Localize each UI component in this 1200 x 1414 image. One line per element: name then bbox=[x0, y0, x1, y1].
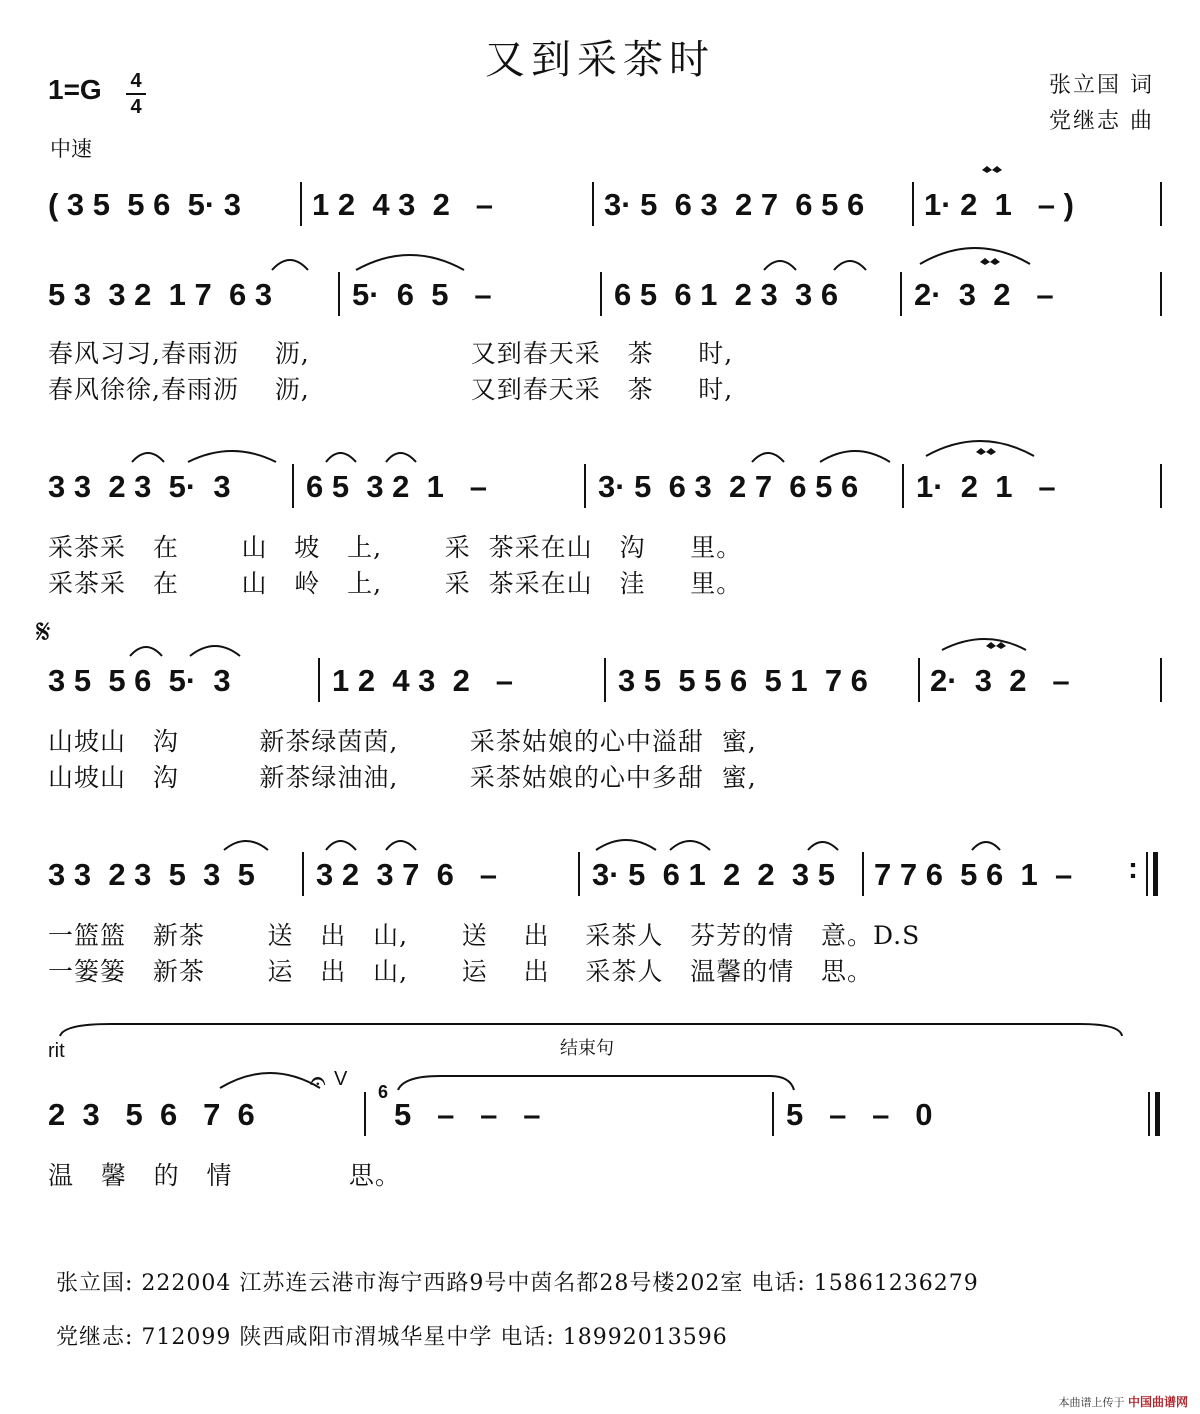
measure: 3 3 2 3 5 3 5 bbox=[48, 857, 255, 892]
tempo-marking: 中速 bbox=[50, 137, 92, 161]
measure: 1 2 4 3 2 – bbox=[332, 663, 513, 698]
score-row-1 bbox=[0, 180, 1200, 230]
barline bbox=[1146, 852, 1148, 896]
slur bbox=[386, 453, 416, 462]
slur bbox=[808, 842, 838, 850]
measure: 5· 6 5 – bbox=[352, 277, 492, 312]
repeat-dots: : bbox=[1128, 852, 1138, 885]
measure: 3 3 2 3 5· 3 bbox=[48, 469, 231, 504]
barline bbox=[902, 464, 904, 508]
score-row-2 bbox=[0, 270, 1200, 320]
measure: 3· 5 6 3 2 7 6 5 6 bbox=[598, 469, 859, 504]
lyric-line-verse1: 山坡山 沟 新茶绿茵茵, 采茶姑娘的心中溢甜 蜜, bbox=[48, 727, 757, 756]
score-row-5 bbox=[0, 850, 1200, 900]
slur bbox=[596, 840, 656, 850]
measure: 3· 5 6 3 2 7 6 5 6 bbox=[604, 187, 865, 222]
measure: 5 3 3 2 1 7 6 3 bbox=[48, 277, 273, 312]
key-signature: 1=G bbox=[48, 74, 102, 105]
measure: 5 – – – bbox=[394, 1097, 541, 1132]
slur bbox=[326, 841, 356, 850]
measure: 5 – – 0 bbox=[786, 1097, 933, 1132]
contact-lyricist: 张立国: 222004 江苏连云港市海宁西路9号中茵名都28号楼202室 电话: 15861236279 bbox=[56, 1271, 979, 1296]
slur bbox=[272, 260, 308, 270]
slur bbox=[220, 1073, 320, 1088]
slur bbox=[326, 453, 356, 462]
time-signature-top: 4 bbox=[130, 70, 142, 92]
breath-mark: V bbox=[334, 1068, 348, 1090]
measure: 2· 3 2 – bbox=[930, 663, 1070, 698]
barline bbox=[912, 182, 914, 226]
slur bbox=[190, 646, 240, 656]
lyric-line-verse1: 春风习习,春雨沥 沥, 又到春天采 茶 时, bbox=[48, 339, 734, 368]
lyric-line-ending: 温 馨 的 情 思。 bbox=[48, 1161, 401, 1190]
upload-note-text: 本曲谱上传于 bbox=[1058, 1396, 1125, 1409]
barline bbox=[364, 1092, 366, 1136]
barline bbox=[584, 464, 586, 508]
slur bbox=[188, 451, 276, 462]
slur bbox=[834, 261, 866, 270]
final-barline bbox=[1153, 852, 1158, 896]
lyric-line-verse2: 采茶采 在 山 岭 上, 采 茶采在山 洼 里。 bbox=[48, 569, 743, 598]
slur bbox=[386, 841, 416, 850]
segno-icon: 𝄋 bbox=[36, 612, 51, 652]
barline bbox=[772, 1092, 774, 1136]
final-barline bbox=[1155, 1092, 1160, 1136]
ending-label: 结束句 bbox=[560, 1038, 614, 1059]
barline bbox=[300, 182, 302, 226]
measure: 2· 3 2 – bbox=[914, 277, 1054, 312]
composer-credit: 党继志 曲 bbox=[1049, 109, 1154, 134]
time-signature-divider bbox=[126, 93, 146, 95]
upload-note bbox=[1058, 1393, 1188, 1410]
song-title: 又到采茶时 bbox=[485, 37, 715, 83]
barline bbox=[600, 272, 602, 316]
tuplet-six-label: 6 bbox=[378, 1082, 389, 1102]
trill-icon bbox=[986, 642, 1006, 649]
barline bbox=[1160, 182, 1162, 226]
measure: 1· 2 1 – bbox=[916, 469, 1056, 504]
lyric-line-verse2: 一篓篓 新茶 运 出 山, 运 出 采茶人 温馨的情 思。 bbox=[48, 957, 874, 986]
barline bbox=[1160, 658, 1162, 702]
lyricist-credit: 张立国 词 bbox=[1049, 73, 1154, 98]
slur bbox=[942, 639, 1026, 650]
slur bbox=[920, 248, 1030, 264]
lyric-line-verse1: 一篮篮 新茶 送 出 山, 送 出 采茶人 芬芳的情 意。D.S bbox=[48, 921, 921, 950]
measure: 7 7 6 5 6 1 – bbox=[874, 857, 1073, 892]
measure: 3 5 5 6 5· 3 bbox=[48, 663, 231, 698]
time-signature-bottom: 4 bbox=[130, 96, 142, 118]
measure: ( 3 5 5 6 5· 3 bbox=[48, 187, 241, 222]
measure: 6 5 3 2 1 – bbox=[306, 469, 487, 504]
rit-marking: rit bbox=[48, 1040, 65, 1062]
slur bbox=[130, 647, 162, 656]
lyric-line-verse1: 采茶采 在 山 坡 上, 采 茶采在山 沟 里。 bbox=[48, 533, 743, 562]
barline bbox=[862, 852, 864, 896]
slur bbox=[398, 1076, 794, 1090]
measure: 3· 5 6 1 2 2 3 5 bbox=[592, 857, 835, 892]
barline bbox=[578, 852, 580, 896]
slur bbox=[356, 255, 464, 270]
lyric-line-verse2: 春风徐徐,春雨沥 沥, 又到春天采 茶 时, bbox=[48, 375, 734, 404]
measure: 2 3 5 6 7 6 bbox=[48, 1097, 255, 1132]
site-logo[interactable]: 中国曲谱网 bbox=[1127, 1395, 1188, 1409]
barline bbox=[302, 852, 304, 896]
measure: 6 5 6 1 2 3 3 6 bbox=[614, 277, 839, 312]
slur bbox=[752, 453, 784, 462]
slur bbox=[764, 261, 796, 270]
trill-icon bbox=[976, 448, 996, 455]
barline bbox=[1160, 272, 1162, 316]
barline bbox=[1160, 464, 1162, 508]
barline bbox=[318, 658, 320, 702]
score-row-4 bbox=[0, 656, 1200, 706]
time-signature bbox=[126, 70, 146, 118]
fermata-icon: 𝄐 bbox=[310, 1064, 326, 1097]
slur bbox=[972, 842, 1000, 850]
barline bbox=[1148, 1092, 1150, 1136]
barline bbox=[918, 658, 920, 702]
trill-icon bbox=[980, 258, 1000, 265]
barline bbox=[292, 464, 294, 508]
slur bbox=[926, 441, 1034, 456]
trill-icon bbox=[982, 166, 1002, 173]
measure: 1· 2 1 – ) bbox=[924, 187, 1074, 222]
barline bbox=[338, 272, 340, 316]
barline bbox=[604, 658, 606, 702]
slur bbox=[820, 451, 890, 462]
slur bbox=[224, 841, 268, 850]
slur bbox=[132, 453, 164, 462]
slur bbox=[670, 841, 710, 850]
barline bbox=[900, 272, 902, 316]
score-row-6 bbox=[0, 1090, 1200, 1140]
barline bbox=[592, 182, 594, 226]
contact-composer: 党继志: 712099 陕西咸阳市渭城华星中学 电话: 18992013596 bbox=[56, 1325, 728, 1350]
measure: 3 5 5 5 6 5 1 7 6 bbox=[618, 663, 868, 698]
score-row-3 bbox=[0, 462, 1200, 512]
lyric-line-verse2: 山坡山 沟 新茶绿油油, 采茶姑娘的心中多甜 蜜, bbox=[48, 763, 757, 792]
measure: 3 2 3 7 6 – bbox=[316, 857, 497, 892]
measure: 1 2 4 3 2 – bbox=[312, 187, 493, 222]
